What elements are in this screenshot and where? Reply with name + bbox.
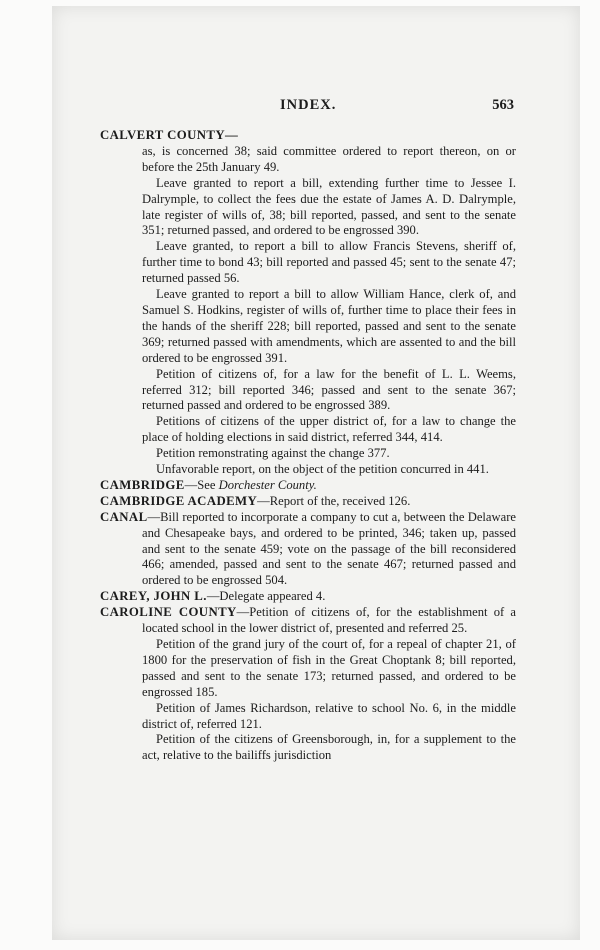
entry-canal <box>100 510 516 590</box>
entry-paragraph: Leave granted, to report a bill to allow Francis Stevens, sheriff of, further time to bond 43; bill reported and passed 45; sent to the senate 47; returned passed 56. <box>142 239 516 286</box>
entry-lead <box>100 605 516 637</box>
entry-cambridge <box>100 478 516 494</box>
entry-carey-john <box>100 589 516 605</box>
entry-calvert-county <box>100 128 516 478</box>
entry-block <box>142 637 516 764</box>
entry-heading: CALVERT COUNTY— <box>100 128 239 142</box>
entry-heading: CAREY, JOHN L. <box>100 589 207 604</box>
entry-paragraph: Leave granted to report a bill to allow William Hance, clerk of, and Samuel S. Hodkins, register of wills of, further time to place their fees in the hands of the sheriff 228; bill reported, passed and sent to the senate 369; returned passed with amendments, which are assented to and the bill ordered to be engrossed 391. <box>142 287 516 365</box>
entry-text: —Bill reported to incorporate a company to cut a, between the Delaware and Chesapeake bays, and ordered to be printed, 346; taken up, passed and sent to the senate 459; vote on the passage of the bill reconsidered 466; amended, passed and sent to the senate 467; returned passed and ordered to be engrossed 504. <box>142 509 516 588</box>
entry-caroline-county <box>100 605 516 764</box>
entry-paragraph: Petition of citizens of, for a law for the benefit of L. L. Weems, referred 312; bill reported 346; passed and sent to the senate 367; returned passed and ordered to be engrossed 389. <box>142 366 516 413</box>
entry-paragraph: as, is concerned 38; said committee ordered to report thereon, on or before the 25th January 49. <box>142 143 516 174</box>
entry-paragraph: Petition of the grand jury of the court of, for a repeal of chapter 21, of 1800 for the preservation of fish in the Great Choptank 8; bill reported, passed and sent to the senate 173; returned passed, and ordered to be engrossed 185. <box>142 637 516 699</box>
entry-paragraph: Petition of the citizens of Greensborough, in, for a supplement to the act, relative to the bailiffs jurisdiction <box>142 732 516 763</box>
index-body <box>100 128 516 764</box>
entry-paragraph: Leave granted to report a bill, extending further time to Jessee I. Dalrymple, to collect the fees due the estate of James A. D. Dalrymple, late register of wills of, 38; bill reported, passed, and sent to the senate 351; returned passed, and ordered to be engrossed 390. <box>142 175 516 238</box>
entry-block <box>142 144 516 478</box>
entry-text: —Delegate appeared 4. <box>206 589 326 604</box>
entry-text: —See <box>184 477 219 492</box>
entry-heading: CAMBRIDGE <box>100 477 185 492</box>
entry-heading: CANAL <box>100 509 148 524</box>
page-number: 563 <box>492 97 514 113</box>
entry-text: —Petition of citizens of, for the establishment of a located school in the lower district of, presented and referred 25. <box>142 605 516 636</box>
entry-cambridge-academy <box>100 494 516 510</box>
entry-paragraph: Petition remonstrating against the change 377. <box>156 446 390 461</box>
entry-text: —Report of the, received 126. <box>257 493 411 508</box>
page-header <box>100 97 514 119</box>
entry-heading: CAMBRIDGE ACADEMY <box>100 493 258 508</box>
page-title: INDEX. <box>280 97 337 113</box>
entry-heading: CAROLINE COUNTY <box>100 605 237 620</box>
entry-paragraph: Petition of James Richardson, relative to school No. 6, in the middle district of, referred 121. <box>142 700 516 731</box>
entry-paragraph: Unfavorable report, on the object of the petition concurred in 441. <box>156 462 489 477</box>
entry-cross-reference: Dorchester County. <box>218 477 317 492</box>
entry-paragraph: Petitions of citizens of the upper district of, for a law to change the place of holding elections in said district, referred 344, 414. <box>142 414 516 445</box>
